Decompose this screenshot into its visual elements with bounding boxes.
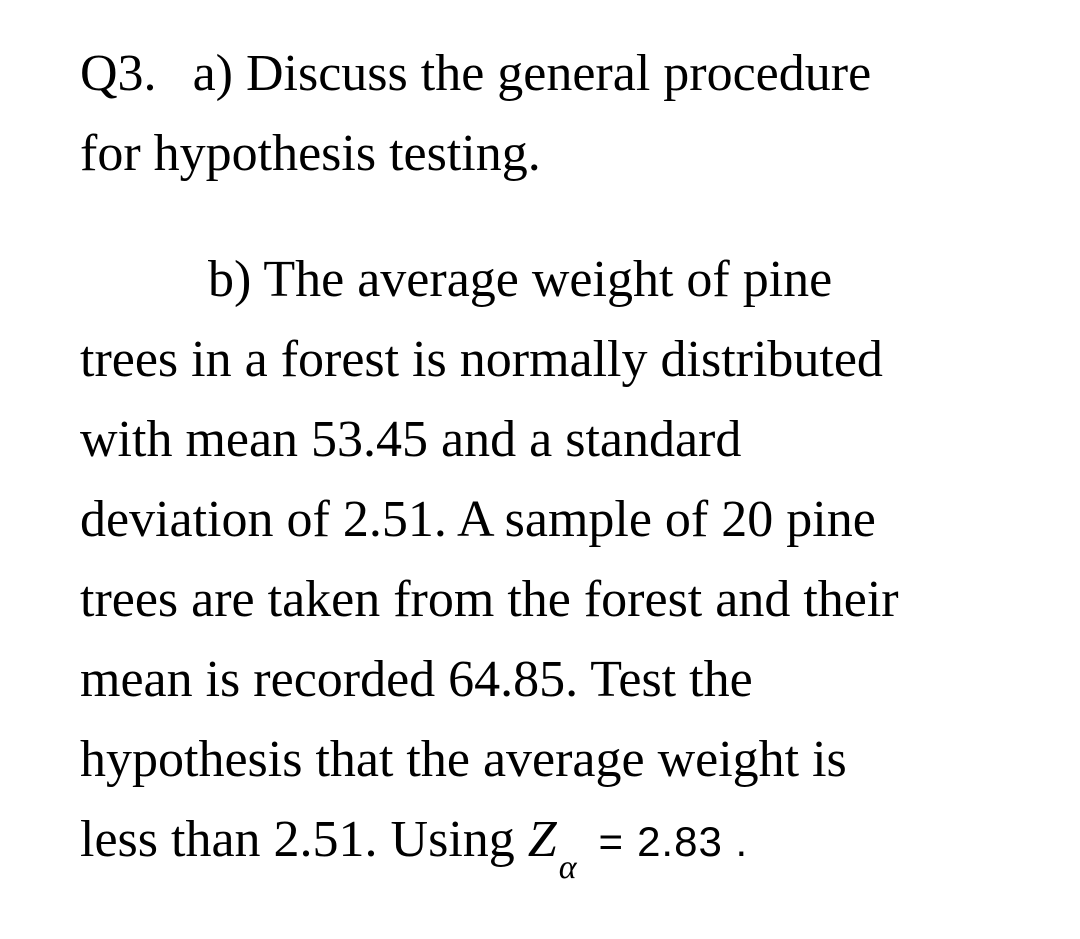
question-a-line-1: [80, 44, 871, 104]
question-b-line-7: hypothesis that the average weight is: [80, 731, 847, 788]
question-b-line-3: with mean 53.45 and a standard: [80, 411, 742, 468]
question-a-line-2: for hypothesis testing.: [80, 125, 541, 182]
equals-sign: =: [598, 818, 624, 865]
question-b-line-6: mean is recorded 64.85. Test the: [80, 651, 753, 708]
z-variable: Z: [527, 811, 557, 868]
question-b-line-8: [80, 810, 749, 886]
question-b-line-8-text: less than 2.51. Using: [80, 811, 528, 868]
question-a-text: a) Discuss the general procedure: [192, 45, 872, 102]
question-b-line-1: b) The average weight of pine: [208, 251, 833, 308]
question-number: Q3.: [80, 45, 157, 102]
z-value: 2.83 .: [637, 818, 749, 865]
alpha-subscript: α: [558, 849, 577, 886]
question-b-line-4: deviation of 2.51. A sample of 20 pine: [80, 491, 876, 548]
question-b-line-2: trees in a forest is normally distributed: [80, 331, 883, 388]
question-b-line-5: trees are taken from the forest and their: [80, 571, 899, 628]
